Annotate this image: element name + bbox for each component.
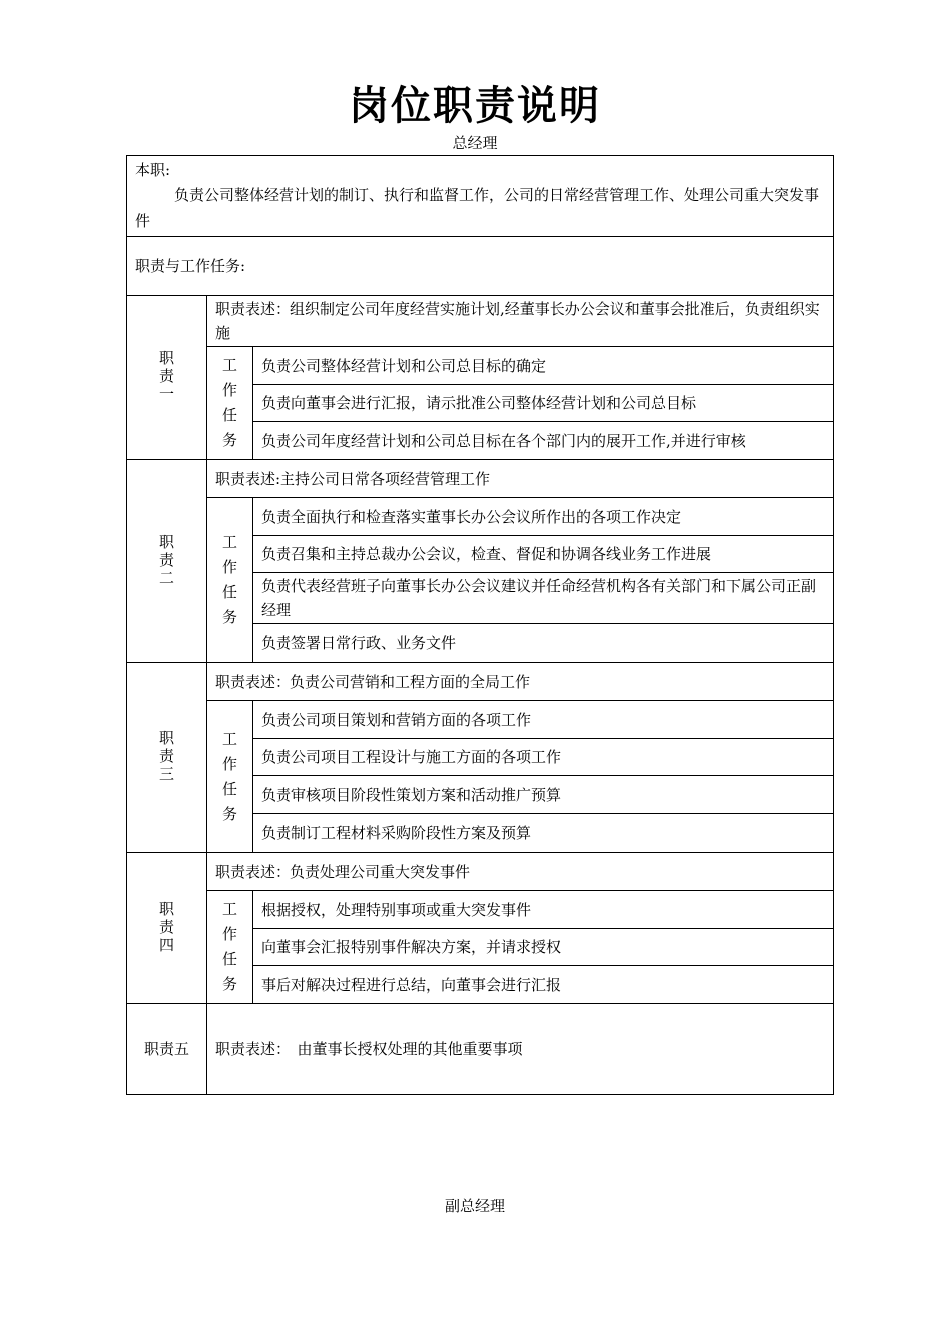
duty-1-task-label-cell — [207, 347, 253, 460]
task-row — [127, 701, 834, 739]
intro-label: 本职: — [135, 161, 171, 179]
duty-3-label-cell — [127, 663, 207, 853]
document-title: 岗位职责说明 — [349, 83, 601, 129]
duty-3-task-4: 负责制订工程材料采购阶段性方案及预算 — [253, 814, 834, 853]
duty-2-task-2: 负责召集和主持总裁办公会议，检查、督促和协调各线业务工作进展 — [253, 536, 834, 573]
duty-3-task-3: 负责审核项目阶段性策划方案和活动推广预算 — [253, 776, 834, 814]
duty-2-description-row — [127, 460, 834, 498]
footer-position: 副总经理 — [444, 1197, 505, 1215]
duties-table — [126, 155, 834, 1095]
duty-2-task-label-cell — [207, 498, 253, 663]
duty-4-label: 职责四 — [158, 899, 174, 954]
duty-3-task-label: 工作任务 — [221, 729, 237, 823]
duties-header: 职责与工作任务: — [127, 237, 834, 296]
duty-1-task-2: 负责向董事会进行汇报，请示批准公司整体经营计划和公司总目标 — [253, 385, 834, 422]
duty-1-description-row — [127, 296, 834, 347]
duty-1-description: 职责表述：组织制定公司年度经营实施计划,经董事长办公会议和董事会批准后，负责组织实施 — [207, 296, 834, 347]
intro-text: 负责公司整体经营计划的制订、执行和监督工作，公司的日常经营管理工作、处理公司重大突发事件 — [135, 186, 820, 230]
duty-4-label-cell — [127, 853, 207, 1004]
duty-4-description-row — [127, 853, 834, 891]
duty-1-label-cell — [127, 296, 207, 460]
duty-5-description: 职责表述： 由董事长授权处理的其他重要事项 — [207, 1004, 834, 1095]
duty-1-task-3: 负责公司年度经营计划和公司总目标在各个部门内的展开工作,并进行审核 — [253, 422, 834, 460]
duty-3-task-label-cell — [207, 701, 253, 853]
duty-2-description: 职责表述:主持公司日常各项经营管理工作 — [207, 460, 834, 498]
task-row — [127, 891, 834, 929]
task-row — [127, 498, 834, 536]
duty-4-description: 职责表述：负责处理公司重大突发事件 — [207, 853, 834, 891]
duty-5-label: 职责五 — [127, 1004, 207, 1095]
duty-2-task-3: 负责代表经营班子向董事长办公会议建议并任命经营机构各有关部门和下属公司正副经理 — [253, 573, 834, 624]
duty-2-task-label: 工作任务 — [221, 533, 237, 626]
duty-2-label: 职责二 — [158, 532, 174, 587]
duty-4-task-1: 根据授权，处理特别事项或重大突发事件 — [253, 891, 834, 929]
duty-2-label-cell — [127, 460, 207, 663]
duty-4-task-3: 事后对解决过程进行总结，向董事会进行汇报 — [253, 966, 834, 1004]
duties-header-row — [127, 237, 834, 296]
duty-2-task-4: 负责签署日常行政、业务文件 — [253, 624, 834, 663]
task-row — [127, 347, 834, 385]
duty-1-label: 职责一 — [158, 349, 174, 403]
duty-3-task-2: 负责公司项目工程设计与施工方面的各项工作 — [253, 739, 834, 776]
duty-4-task-label: 工作任务 — [221, 900, 237, 993]
duty-1-task-label: 工作任务 — [221, 356, 237, 449]
duty-5-row — [127, 1004, 834, 1095]
duty-3-description-row — [127, 663, 834, 701]
duty-3-description: 职责表述：负责公司营销和工程方面的全局工作 — [207, 663, 834, 701]
duty-2-task-1: 负责全面执行和检查落实董事长办公会议所作出的各项工作决定 — [253, 498, 834, 536]
duty-4-task-2: 向董事会汇报特别事件解决方案，并请求授权 — [253, 929, 834, 966]
duty-1-task-1: 负责公司整体经营计划和公司总目标的确定 — [253, 347, 834, 385]
duty-3-label: 职责三 — [158, 729, 174, 783]
position-subtitle: 总经理 — [452, 134, 498, 152]
duty-3-task-1: 负责公司项目策划和营销方面的各项工作 — [253, 701, 834, 739]
intro-row — [127, 156, 834, 237]
intro-cell — [127, 156, 834, 237]
duty-4-task-label-cell — [207, 891, 253, 1004]
